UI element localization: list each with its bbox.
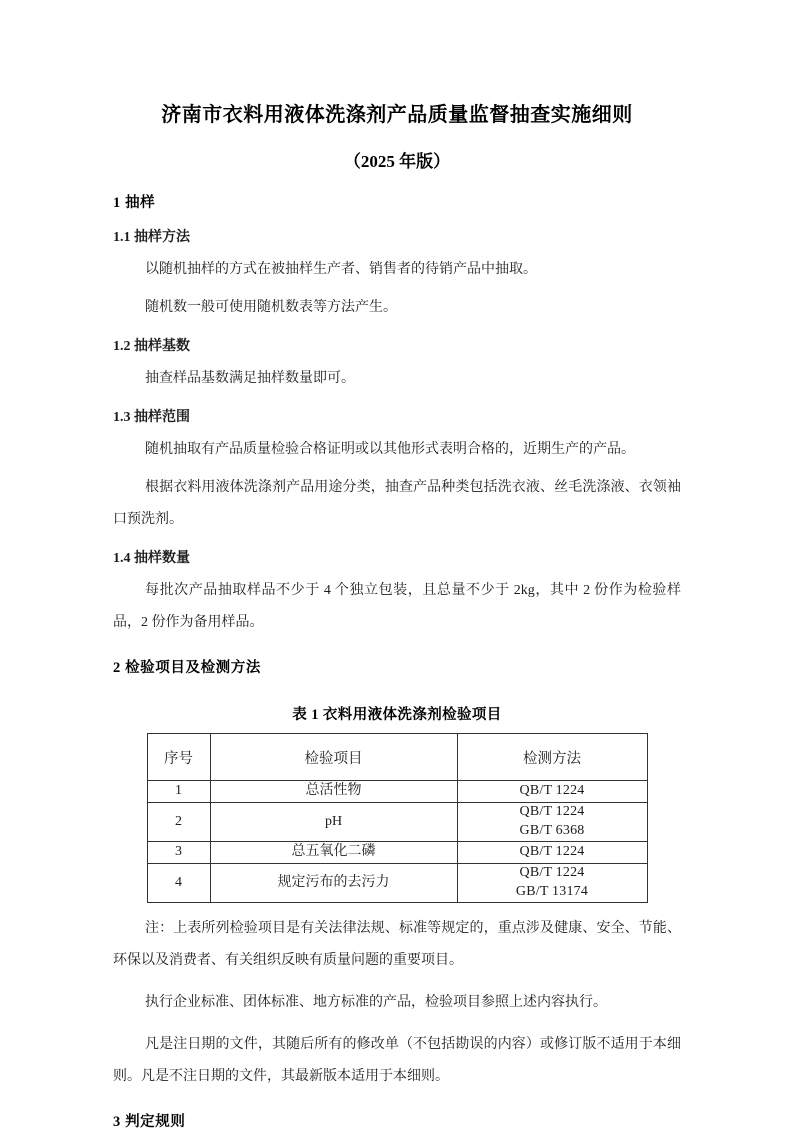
subsection-heading-sampling-scope: 1.3 抽样范围 bbox=[113, 409, 190, 425]
sampling-scope-paragraph-2: 根据衣料用液体洗涤剂产品用途分类，抽查产品种类包括洗衣液、丝毛洗涤液、衣领袖口预洗剂。 bbox=[113, 479, 681, 527]
table-row bbox=[147, 842, 647, 864]
method-reference: GB/T 6368 bbox=[519, 823, 585, 839]
column-header-item: 检验项目 bbox=[210, 734, 457, 781]
section-heading-rules: 3 判定规则 bbox=[113, 1113, 186, 1130]
subsection-heading-sampling-base: 1.2 抽样基数 bbox=[113, 338, 190, 354]
column-header-no: 序号 bbox=[147, 734, 210, 781]
page-title: 济南市衣料用液体洗涤剂产品质量监督抽查实施细则 bbox=[161, 104, 633, 126]
sampling-base-paragraph-1: 抽查样品基数满足抽样数量即可。 bbox=[145, 370, 355, 386]
table-caption: 表 1 衣料用液体洗涤剂检验项目 bbox=[292, 707, 502, 724]
table-row bbox=[147, 803, 647, 842]
table-row bbox=[147, 864, 647, 903]
sampling-scope-paragraph-1: 随机抽取有产品质量检验合格证明或以其他形式表明合格的，近期生产的产品。 bbox=[145, 441, 635, 457]
sampling-method-paragraph-2: 随机数一般可使用随机数表等方法产生。 bbox=[145, 299, 397, 315]
sampling-method-paragraph-1: 以随机抽样的方式在被抽样生产者、销售者的待销产品中抽取。 bbox=[145, 261, 537, 277]
document-page bbox=[113, 0, 681, 1130]
cell-item: 总五氧化二磷 bbox=[210, 842, 457, 864]
table-body bbox=[147, 781, 647, 903]
inspection-items-table bbox=[147, 733, 648, 903]
cell-method bbox=[457, 864, 647, 903]
method-reference: QB/T 1224 bbox=[519, 804, 585, 820]
cell-item: pH bbox=[210, 803, 457, 842]
method-reference: QB/T 1224 bbox=[519, 865, 585, 881]
table-note-2: 执行企业标准、团体标准、地方标准的产品，检验项目参照上述内容执行。 bbox=[145, 994, 607, 1010]
column-header-method: 检测方法 bbox=[457, 734, 647, 781]
method-reference: GB/T 13174 bbox=[515, 883, 589, 899]
cell-item: 规定污布的去污力 bbox=[210, 864, 457, 903]
cell-method bbox=[457, 781, 647, 803]
table-note-3: 凡是注日期的文件，其随后所有的修改单（不包括勘误的内容）或修订版不适用于本细则。凡是不注日期的文件，其最新版本适用于本细则。 bbox=[113, 1036, 681, 1084]
sampling-quantity-paragraph-1: 每批次产品抽取样品不少于 4 个独立包装，且总量不少于 2kg，其中 2 份作为检验样品，2 份作为备用样品。 bbox=[113, 582, 681, 630]
cell-item: 总活性物 bbox=[210, 781, 457, 803]
table-note-1: 注：上表所列检验项目是有关法律法规、标准等规定的，重点涉及健康、安全、节能、环保以及消费者、有关组织反映有质量问题的重要项目。 bbox=[113, 920, 681, 968]
table-header bbox=[147, 734, 647, 781]
cell-method bbox=[457, 803, 647, 842]
section-heading-inspection: 2 检验项目及检测方法 bbox=[113, 659, 261, 676]
section-heading-sampling: 1 抽样 bbox=[113, 194, 156, 211]
subsection-heading-sampling-method: 1.1 抽样方法 bbox=[113, 229, 190, 245]
method-reference: QB/T 1224 bbox=[519, 844, 585, 860]
method-reference: QB/T 1224 bbox=[519, 783, 585, 799]
subsection-heading-sampling-quantity: 1.4 抽样数量 bbox=[113, 550, 190, 566]
cell-no: 4 bbox=[147, 864, 210, 903]
table-row bbox=[147, 781, 647, 803]
page-subtitle: （2025 年版） bbox=[343, 152, 451, 171]
cell-no: 1 bbox=[147, 781, 210, 803]
table-header-row bbox=[147, 734, 647, 781]
cell-no: 2 bbox=[147, 803, 210, 842]
cell-no: 3 bbox=[147, 842, 210, 864]
cell-method bbox=[457, 842, 647, 864]
